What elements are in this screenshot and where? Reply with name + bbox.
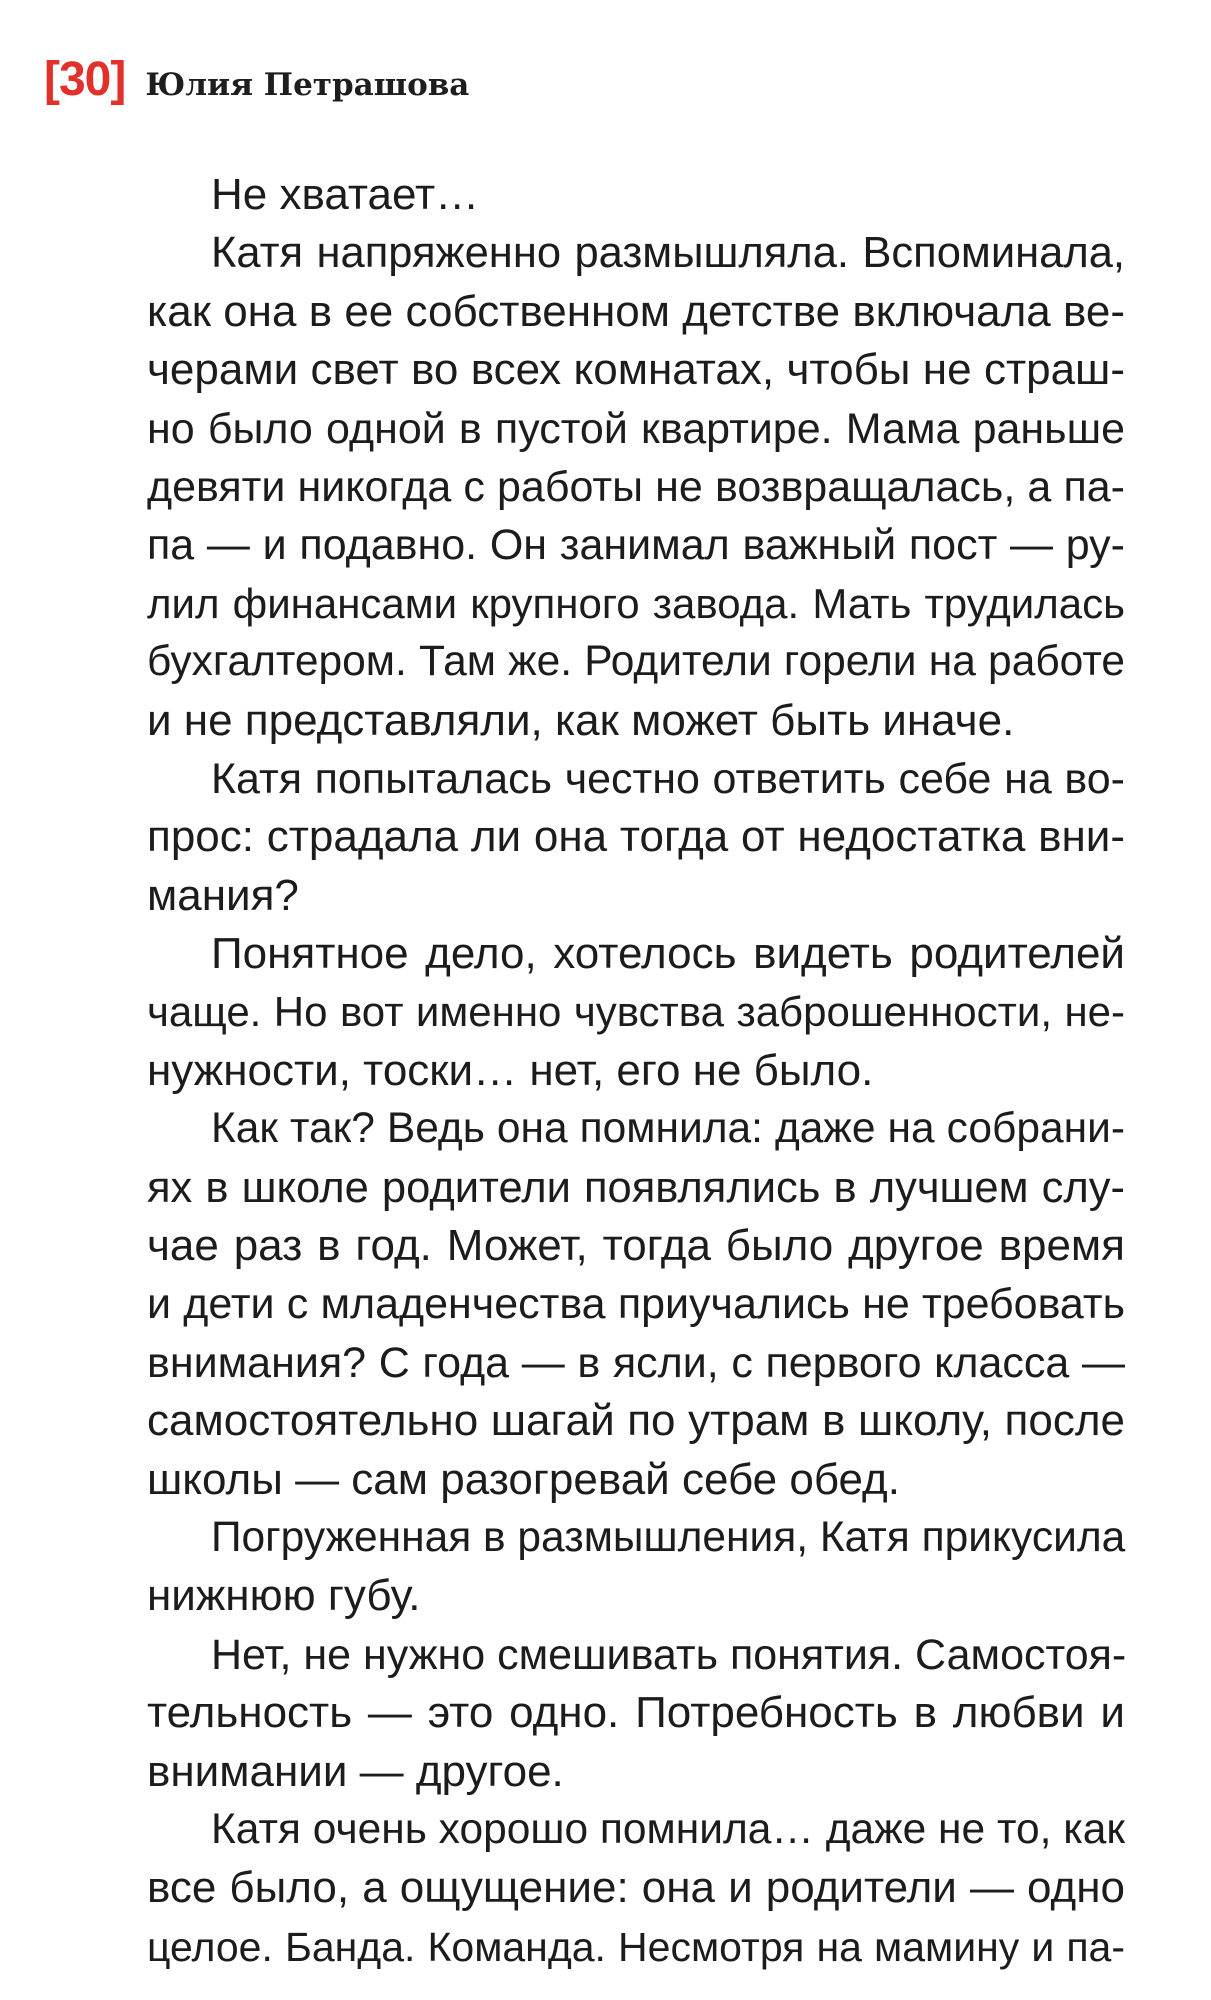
text-line: ях в школе родители появлялись в лучшем слу-	[147, 1163, 1125, 1212]
text-line: нижнюю губу.	[147, 1571, 421, 1621]
text-line: внимании — другое.	[147, 1746, 564, 1796]
text-line: и не представляли, как может быть иначе.	[147, 695, 1015, 745]
text-line: прос: страдала ли она тогда от недостатка вни-	[147, 812, 1125, 862]
text-line: Как так? Ведь она помнила: даже на собрани-	[211, 1105, 1125, 1153]
text-line: Понятное дело, хотелось видеть родителей	[211, 929, 1125, 979]
text-line: нужности, тоски… нет, его не было.	[147, 1045, 874, 1095]
text-line: бухгалтером. Там же. Родители горели на работе	[147, 638, 1125, 686]
author-name: Юлия Петрашова	[145, 67, 470, 103]
text-line: но было одной в пустой квартире. Мама раньше	[147, 404, 1125, 453]
text-line: целое. Банда. Команда. Несмотря на мамину и па-	[147, 1923, 1125, 1970]
text-line: черами свет во всех комнатах, чтобы не страш-	[147, 345, 1125, 395]
text-line: и дети с младенчества приучались не требовать	[147, 1280, 1125, 1329]
text-line: чае раз в год. Может, тогда было другое время	[147, 1221, 1125, 1271]
text-line: па — и подавно. Он занимал важный пост — ру-	[147, 521, 1125, 570]
text-line: школы — сам разогревай себе обед.	[147, 1454, 900, 1504]
text-line: внимания? С года — в ясли, с первого класса —	[147, 1338, 1125, 1387]
text-line: чаще. Но вот именно чувства заброшенности, не-	[147, 988, 1125, 1036]
text-line: Катя напряженно размышляла. Вспоминала,	[211, 229, 1125, 278]
text-line: Катя попыталась честно ответить себе на во-	[211, 754, 1125, 803]
text-line: Катя очень хорошо помнила… даже не то, как	[211, 1805, 1125, 1853]
text-line: девяти никогда с работы не возвращалась, а па-	[147, 462, 1125, 511]
body-text	[147, 166, 1125, 1976]
text-line: мания?	[147, 870, 299, 920]
text-line: самостоятельно шагай по утрам в школу, после	[147, 1396, 1125, 1446]
text-line: как она в ее собственном детстве включала ве-	[147, 286, 1125, 336]
text-line: Не хватает…	[211, 170, 480, 219]
text-line: Погруженная в размышления, Катя прикусила	[211, 1513, 1126, 1561]
text-line: все было, а ощущение: она и родители — одно	[147, 1863, 1125, 1913]
text-line: лил финансами крупного завода. Мать трудилась	[147, 579, 1125, 627]
running-header	[44, 52, 469, 107]
text-line: тельность — это одно. Потребность в любви и	[147, 1688, 1125, 1738]
text-line: Нет, не нужно смешивать понятия. Самостоя-	[211, 1630, 1127, 1679]
page-number: [30]	[44, 53, 126, 106]
